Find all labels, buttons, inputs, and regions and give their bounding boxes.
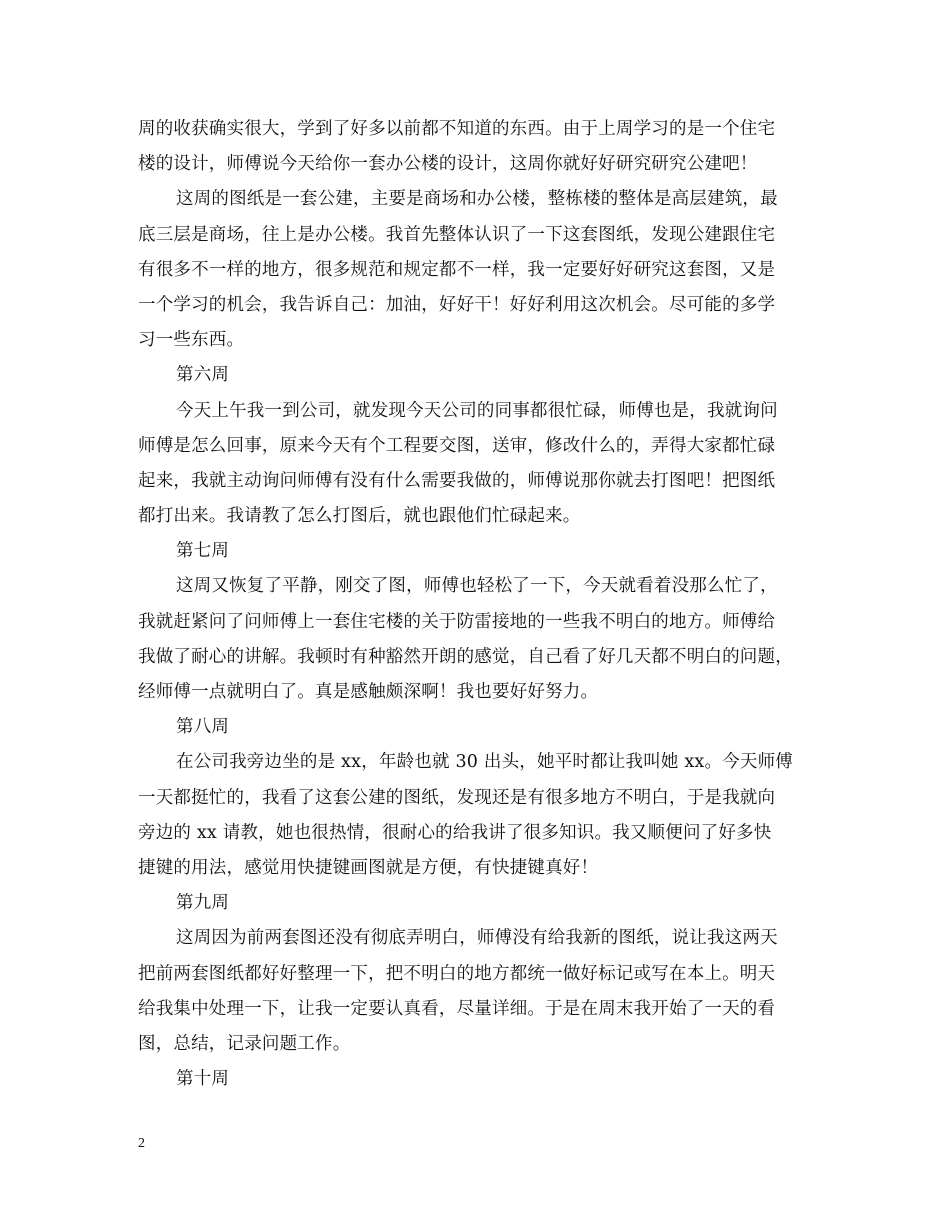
- document-body: [138, 112, 822, 1097]
- paragraph-line: 师傅是怎么回事，原来今天有个工程要交图，送审，修改什么的，弄得大家都忙碌: [138, 435, 776, 456]
- paragraph-line: 把前两套图纸都好好整理一下，把不明白的地方都统一做好标记或写在本上。明天: [138, 963, 776, 984]
- paragraph-line: 今天上午我一到公司，就发现今天公司的同事都很忙碌，师傅也是，我就询问: [176, 400, 778, 421]
- paragraph-line: 图，总结，记录问题工作。: [138, 1033, 351, 1054]
- paragraph-line: 一天都挺忙的，我看了这套公建的图纸，发现还是有很多地方不明白，于是我就向: [138, 787, 776, 808]
- paragraph-line: 都打出来。我请教了怎么打图后，就也跟他们忙碌起来。: [138, 506, 581, 527]
- paragraph-line: 一个学习的机会，我告诉自己：加油，好好干！好好利用这次机会。尽可能的多学: [138, 294, 776, 315]
- paragraph-line: 我就赶紧问了问师傅上一套住宅楼的关于防雷接地的一些我不明白的地方。师傅给: [138, 611, 776, 632]
- paragraph-line: 底三层是商场，往上是办公楼。我首先整体认识了一下这套图纸，发现公建跟住宅: [138, 224, 776, 245]
- paragraph-line: 捷键的用法，感觉用快捷键画图就是方便，有快捷键真好！: [138, 857, 599, 878]
- paragraph-line: 这周又恢复了平静，刚交了图，师傅也轻松了一下，今天就看着没那么忙了，: [176, 576, 778, 597]
- section-heading-week-6: 第六周: [176, 365, 230, 386]
- section-heading-week-9: 第九周: [176, 893, 230, 914]
- section-heading-week-7: 第七周: [176, 541, 230, 562]
- paragraph-line: 有很多不一样的地方，很多规范和规定都不一样，我一定要好好研究这套图，又是: [138, 259, 776, 280]
- paragraph-line: 旁边的 xx 请教，她也很热情，很耐心的给我讲了很多知识。我又顺便问了好多快: [138, 822, 772, 843]
- paragraph-line: 这周的图纸是一套公建，主要是商场和办公楼，整栋楼的整体是高层建筑，最: [176, 189, 778, 210]
- page-number: 2: [138, 1136, 145, 1151]
- paragraph-line: 起来，我就主动询问师傅有没有什么需要我做的，师傅说那你就去打图吧！把图纸: [138, 470, 776, 491]
- paragraph-line: 我做了耐心的讲解。我顿时有种豁然开朗的感觉，自己看了好几天都不明白的问题，: [138, 646, 793, 667]
- paragraph-line: 这周因为前两套图还没有彻底弄明白，师傅没有给我新的图纸，说让我这两天: [176, 928, 778, 949]
- section-heading-week-8: 第八周: [176, 717, 230, 738]
- paragraph-line: 经师傅一点就明白了。真是感触颇深啊！我也要好好努力。: [138, 682, 599, 702]
- paragraph-line: 习一些东西。: [138, 330, 245, 351]
- paragraph-line: 给我集中处理一下，让我一定要认真看，尽量详细。于是在周末我开始了一天的看: [138, 998, 776, 1019]
- paragraph-line: 周的收获确实很大，学到了好多以前都不知道的东西。由于上周学习的是一个住宅: [138, 119, 776, 139]
- paragraph-line: 楼的设计，师傅说今天给你一套办公楼的设计，这周你就好好研究研究公建吧！: [138, 154, 758, 175]
- section-heading-week-10: 第十周: [176, 1069, 230, 1090]
- paragraph-line: 在公司我旁边坐的是 xx，年龄也就 30 出头，她平时都让我叫她 xx。今天师傅: [176, 752, 793, 773]
